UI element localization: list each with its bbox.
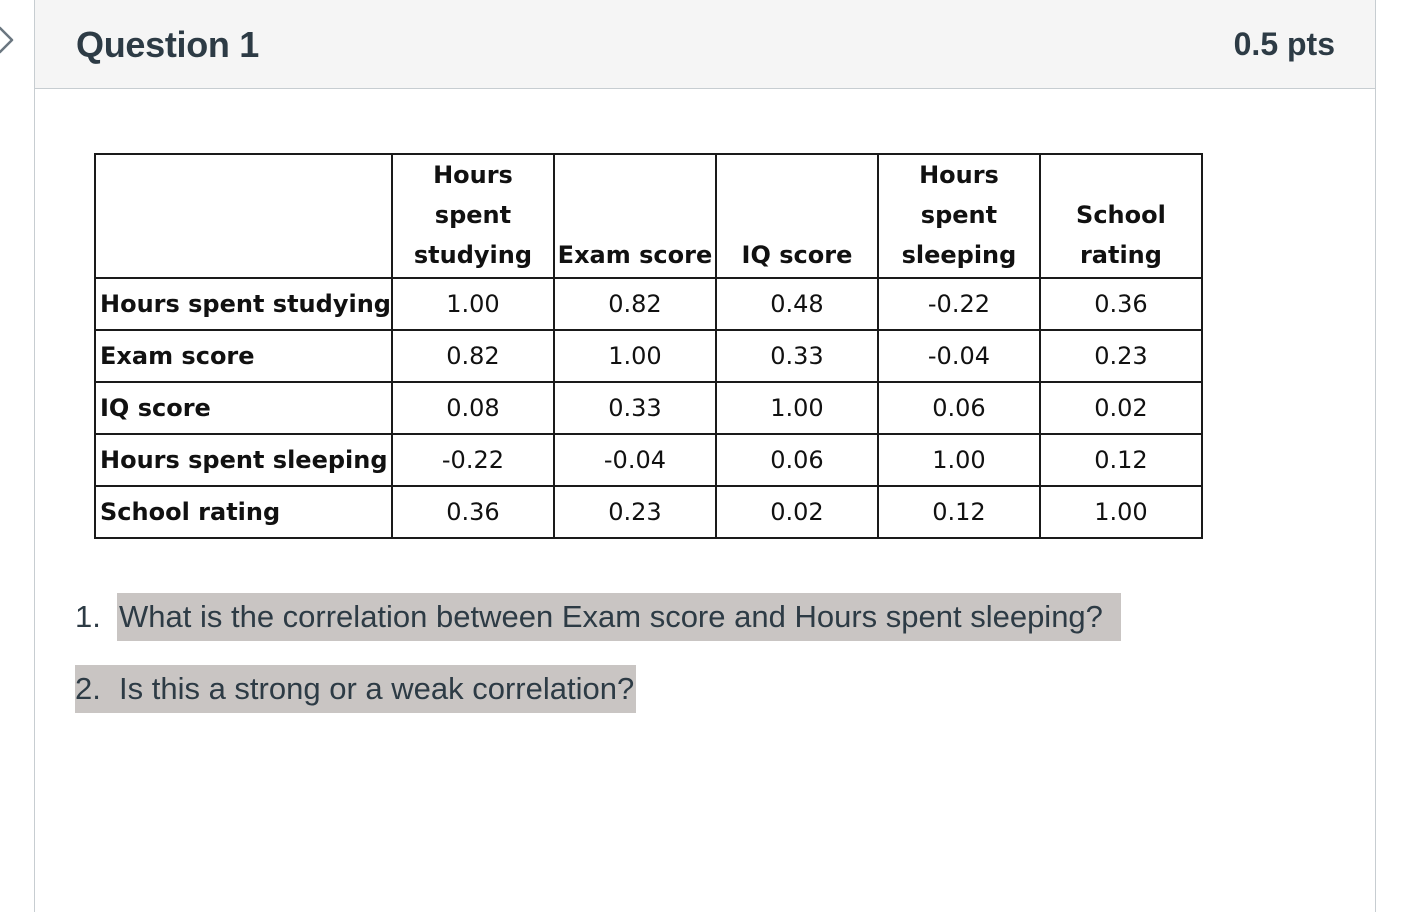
col-header-hours-studying [392,154,554,278]
question-points: 0.5 pts [1233,26,1335,62]
table-row [95,486,1202,538]
row-label: Hours spent studying [95,278,392,330]
table-cell: 0.36 [1040,278,1202,330]
table-cell: 1.00 [1040,486,1202,538]
table-cell: 0.12 [878,486,1040,538]
table-cell: 0.06 [878,382,1040,434]
table-row [95,434,1202,486]
col-header-line: School [1076,201,1166,229]
chevron-right-icon[interactable] [0,24,16,56]
table-cell: -0.04 [554,434,716,486]
col-header-line: Exam score [557,241,713,269]
list-item-text: What is the correlation between Exam score and Hours spent sleeping? [117,593,1121,641]
col-header-line: rating [1079,241,1162,269]
table-cell: 0.23 [554,486,716,538]
col-header-hours-sleeping [878,154,1040,278]
table-cell: 0.23 [1040,330,1202,382]
table-cell: 0.48 [716,278,878,330]
question-list [75,593,1121,737]
col-header-exam-score [554,154,716,278]
table-cell: -0.04 [878,330,1040,382]
table-cell: 0.36 [392,486,554,538]
col-header-school-rating [1040,154,1202,278]
col-header-line: Hours spent [433,161,513,229]
list-item-number: 2. [75,671,101,706]
table-cell: 1.00 [878,434,1040,486]
col-header-line: studying [413,241,533,269]
row-label: Exam score [95,330,392,382]
table-cell: 0.02 [1040,382,1202,434]
col-header-iq-score [716,154,878,278]
list-item [75,593,1121,641]
list-item [75,665,636,713]
table-row [95,278,1202,330]
col-header-line: Hours spent [919,161,999,229]
question-card [34,0,1376,912]
col-header-line: IQ score [741,241,853,269]
row-label: Hours spent sleeping [95,434,392,486]
row-label: School rating [95,486,392,538]
table-cell: 0.82 [392,330,554,382]
table-cell: 0.33 [554,382,716,434]
question-title: Question 1 [76,24,260,65]
correlation-table [94,153,1203,539]
table-row [95,382,1202,434]
table-corner-cell [95,154,392,278]
table-cell: -0.22 [878,278,1040,330]
table-cell: 0.02 [716,486,878,538]
list-item-text: Is this a strong or a weak correlation? [119,671,635,706]
table-cell: 0.12 [1040,434,1202,486]
table-cell: 1.00 [554,330,716,382]
table-cell: 0.82 [554,278,716,330]
table-cell: 1.00 [392,278,554,330]
table-cell: 0.06 [716,434,878,486]
table-cell: 1.00 [716,382,878,434]
list-item-number: 1. [75,599,101,634]
table-cell: -0.22 [392,434,554,486]
table-row [95,330,1202,382]
col-header-line: sleeping [901,241,1017,269]
question-header [35,0,1375,89]
row-label: IQ score [95,382,392,434]
table-cell: 0.08 [392,382,554,434]
table-header-row [95,154,1202,278]
table-cell: 0.33 [716,330,878,382]
